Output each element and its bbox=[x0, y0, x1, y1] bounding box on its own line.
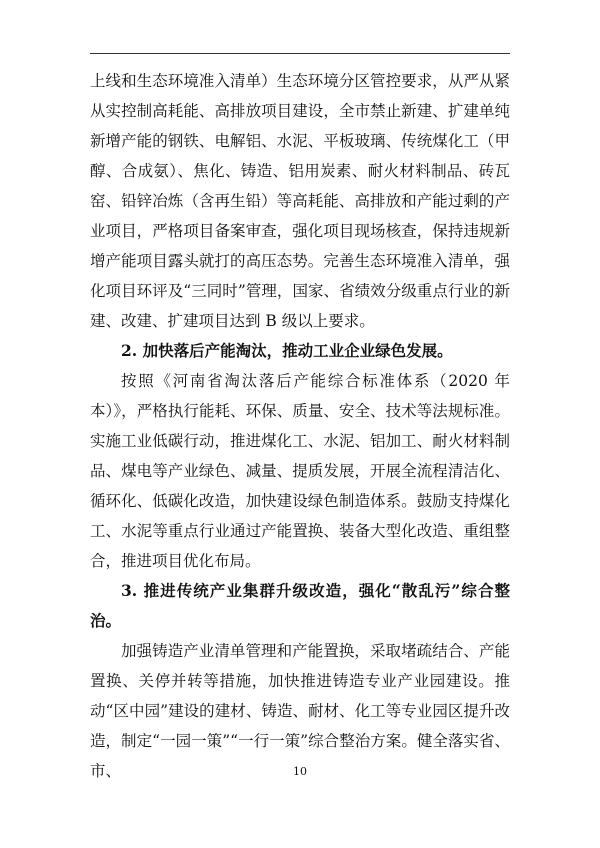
paragraph-section-3: 加强铸造产业清单管理和产能置换，采取堵疏结合、产能置换、关停并转等措施，加快推进铸造专业产业园建设。推动“区中园”建设的建材、铸造、耐材、化工等专业园区提升改造，制定“一园一策”“一行一策”综合整治方案。健全落实省、市、 bbox=[90, 642, 510, 780]
header-rule bbox=[90, 53, 510, 54]
section-heading-2: 2. 加快落后产能淘汰，推动工业企业绿色发展。 bbox=[121, 341, 453, 360]
paragraph-continuation: 上线和生态环境准入清单）生态环境分区管控要求，从严从紧从实控制高耗能、高排放项目建设，全市禁止新建、扩建单纯新增产能的钢铁、电解铝、水泥、平板玻璃、传统煤化工（甲醇、合成氨）、焦化、铸造、铝用炭素、耐火材料制品、砖瓦窑、铅锌冶炼（含再生铅）等高耗能、高排放和产能过剩的产业项目，严格项目备案审查，强化项目现场核查，保持违规新增产能项目露头就打的高压态势。完善生态环境准入清单，强化项目环评及“三同时”管理，国家、省绩效分级重点行业的新建、改建、扩建项目达到 B 级以上要求。 bbox=[90, 72, 510, 330]
section-heading-3: 3. 推进传统产业集群升级改造，强化“散乱污”综合整治。 bbox=[90, 581, 510, 630]
document-body bbox=[90, 66, 510, 786]
paragraph-section-2: 按照《河南省淘汰落后产能综合标准体系（2020 年本）》，严格执行能耗、环保、质量、安全、技术等法规标准。实施工业低碳行动，推进煤化工、水泥、铝加工、耐火材料制品、煤电等产业绿色、减量、提质发展，开展全流程清洁化、循环化、低碳化改造，加快建设绿色制造体系。鼓励支持煤化工、水泥等重点行业通过产能置换、装备大型化改造、重组整合，推进项目优化布局。 bbox=[90, 372, 510, 570]
page-number: 10 bbox=[293, 765, 307, 778]
